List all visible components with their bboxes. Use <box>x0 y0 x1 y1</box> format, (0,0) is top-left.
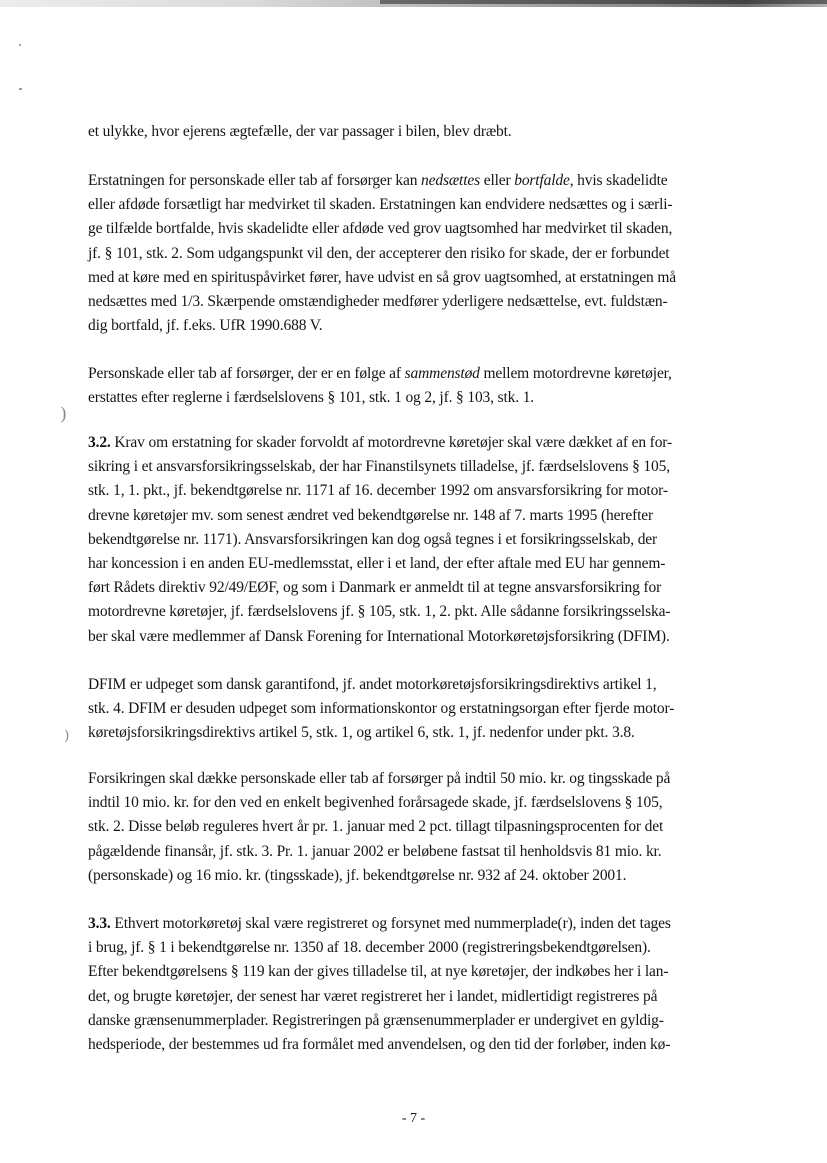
paragraph-section-3-3 <box>88 912 738 1057</box>
section-number: 3.2. <box>88 434 111 451</box>
text-line: drevne køretøjer mv. som senest ændret ved bekendtgørelse nr. 148 af 7. marts 1995 (herefter <box>88 506 653 524</box>
text-line: Forsikringen skal dække personskade eller tab af forsørger på indtil 50 mio. kr. og tingsskade på <box>88 770 671 787</box>
text-line: køretøjsforsikringsdirektivs artikel 5, stk. 1, og artikel 6, stk. 1, jf. nedenfor under pkt. 3.8. <box>88 724 635 742</box>
text-line: ber skal være medlemmer af Dansk Forening for International Motorkøretøjsforsikring (DFIM). <box>88 627 670 645</box>
text-line: DFIM er udpeget som dansk garantifond, jf. andet motorkøretøjsforsikringsdirektivs artikel 1, <box>88 676 657 693</box>
text-line: Personskade eller tab af forsørger, der er en følge af sammenstød mellem motordrevne køretøjer, <box>88 365 672 382</box>
text-line: det, og brugte køretøjer, der senest har været registreret her i landet, midlertidigt registreres på <box>88 987 658 1005</box>
text-line: jf. § 101, stk. 2. Som udgangspunkt vil den, der accepterer den risiko for skade, der er forbundet <box>88 244 670 262</box>
text-line: stk. 4. DFIM er desuden udpeget som informationskontor og erstatningsorgan efter fjerde motor- <box>88 700 675 718</box>
text-line: i brug, jf. § 1 i bekendtgørelse nr. 1350 af 18. december 2000 (registreringsbekendtgørelsen). <box>88 939 651 957</box>
text-line: dig bortfald, jf. f.eks. UfR 1990.688 V. <box>88 317 323 335</box>
text-line: Erstatningen for personskade eller tab af forsørger kan nedsættes eller bortfalde, hvis skadelidte <box>88 172 668 189</box>
hole-punch-mark: ) <box>60 404 68 425</box>
page-number: - 7 - <box>401 1111 426 1126</box>
text-line: stk. 2. Disse beløb reguleres hvert år pr. 1. januar med 2 pct. tillagt tilpasningsprocenten for det <box>88 818 664 836</box>
text-line: motordrevne køretøjer, jf. færdselslovens jf. § 105, stk. 1, 2. pkt. Alle sådanne forsikringsselska- <box>88 603 671 621</box>
text-line: erstattes efter reglerne i færdselslovens § 101, stk. 1 og 2, jf. § 103, stk. 1. <box>88 389 535 407</box>
text-line: ført Rådets direktiv 92/49/EØF, og som i Danmark er anmeldt til at tegne ansvarsforsikring for <box>88 579 662 597</box>
text-line: stk. 1, 1. pkt., jf. bekendtgørelse nr. 1171 af 16. december 1992 om ansvarsforsikring for motor- <box>88 482 668 500</box>
scan-edge-shadow <box>380 0 827 4</box>
text-line: 3.3. Ethvert motorkøretøj skal være registreret og forsynet med nummerplade(r), inden det tages <box>88 915 671 932</box>
text-line: hedsperiode, der bestemmes ud fra formålet med anvendelsen, og den tid der forløber, inden kø- <box>88 1036 671 1054</box>
text-line: et ulykke, hvor ejerens ægtefælle, der var passager i bilen, blev dræbt. <box>88 123 512 140</box>
section-number: 3.3. <box>88 915 111 932</box>
text-line: har koncession i en anden EU-medlemsstat, eller i et land, der efter aftale med EU har gennem- <box>88 555 666 573</box>
paragraph-dfim <box>88 673 738 746</box>
text-line: eller afdøde forsætligt har medvirket til skaden. Erstatningen kan endvidere nedsættes og i særli- <box>88 196 673 214</box>
text-line: 3.2. Krav om erstatning for skader forvoldt af motordrevne køretøjer skal være dækket af en for- <box>88 434 673 451</box>
paragraph-section-3-2 <box>88 431 738 649</box>
scan-speck <box>19 44 21 46</box>
hole-punch-mark: ) <box>64 728 70 744</box>
text-line: ge tilfælde bortfalde, hvis skadelidte eller afdøde ved grov uagtsomhed har medvirket til skaden, <box>88 220 673 238</box>
text-line: bekendtgørelse nr. 1171). Ansvarsforsikringen kan dog også tegnes i et forsikringsselskab, der <box>88 530 658 548</box>
scan-speck <box>19 88 22 90</box>
text-line: indtil 10 mio. kr. for den ved en enkelt begivenhed forårsagede skade, jf. færdselslovens § 105, <box>88 794 663 812</box>
paragraph-forsikringssum <box>88 767 738 888</box>
text-line: pågældende finansår, jf. stk. 3. Pr. 1. januar 2002 er beløbene fastsat til henholdsvis 81 mio. kr. <box>88 842 662 860</box>
text-line: sikring i et ansvarsforsikringsselskab, der har Finanstilsynets tilladelse, jf. færdselslovens § 105, <box>88 458 670 476</box>
paragraph-intro <box>88 120 738 144</box>
text-line: nedsættes med 1/3. Skærpende omstændigheder medfører yderligere nedsættelse, evt. fuldstæn- <box>88 293 668 311</box>
paragraph-nedsaettelse <box>88 169 738 338</box>
text-line: Efter bekendtgørelsens § 119 kan der gives tilladelse til, at nye køretøjer, der indkøbes her i lan- <box>88 963 669 981</box>
paragraph-sammenstod <box>88 362 738 410</box>
text-line: danske grænsenummerplader. Registreringen på grænsenummerplader er undergivet en gyldig- <box>88 1011 664 1029</box>
text-line: med at køre med en spirituspåvirket fører, have udvist en så grov uagtsomhed, at erstatningen må <box>88 268 677 286</box>
text-line: (personskade) og 16 mio. kr. (tingsskade), jf. bekendtgørelse nr. 932 af 24. oktober 2001. <box>88 866 627 884</box>
